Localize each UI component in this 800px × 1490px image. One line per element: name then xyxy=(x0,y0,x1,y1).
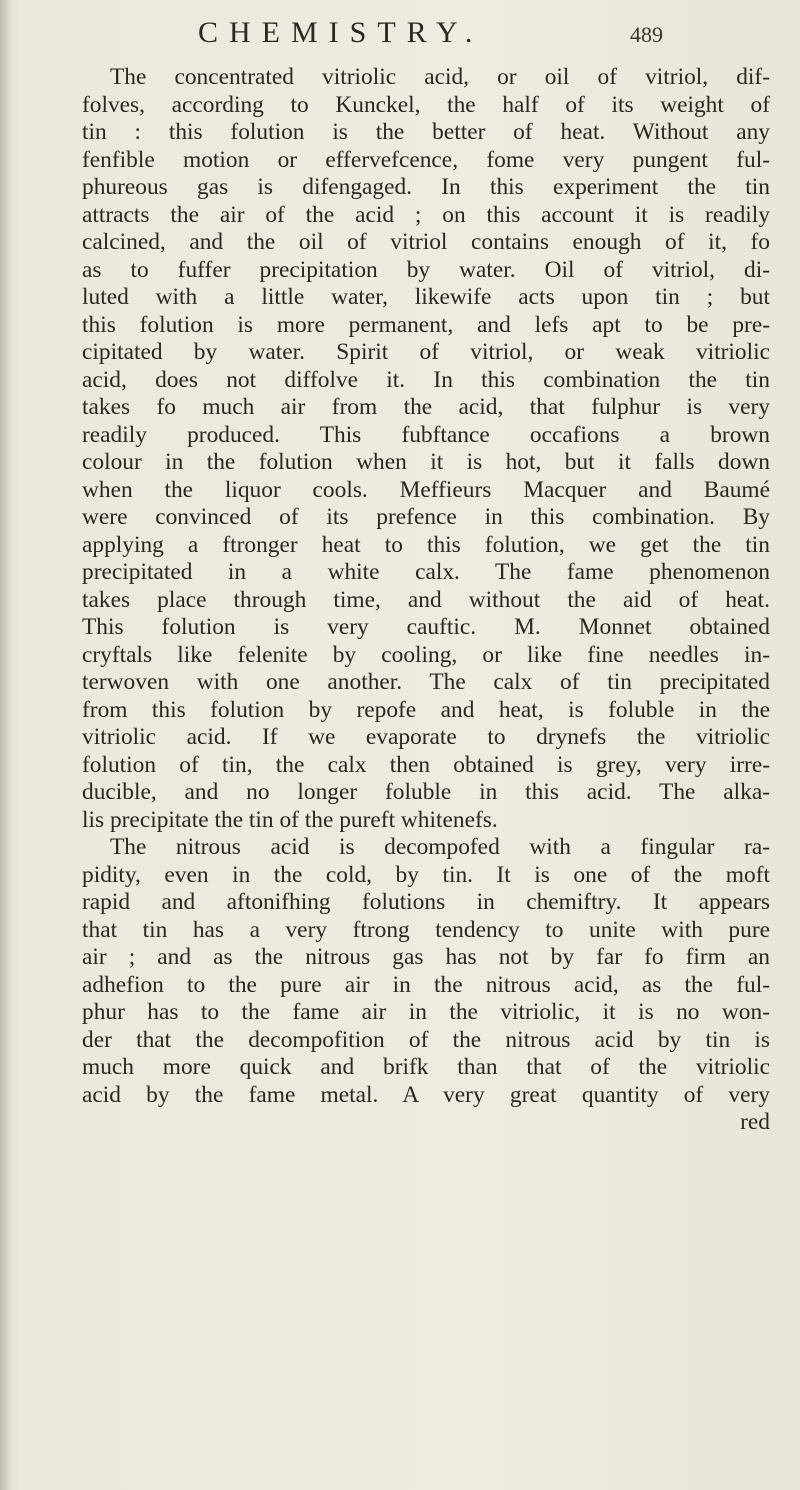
text-line: vitriolic acid. If we evaporate to drynefs the vitriolic xyxy=(82,724,770,750)
catchword: red xyxy=(740,1109,770,1135)
text-line: folves, according to Kunckel, the half of its weight of xyxy=(82,91,770,118)
text-line: phur has to the fame air in the vitriolic, it is no won- xyxy=(82,999,770,1025)
text-line: that tin has a very ftrong tendency to unite with pure xyxy=(82,916,770,943)
text-line: ducible, and no longer foluble in this acid. The alka- xyxy=(82,779,770,805)
spine-shadow xyxy=(0,0,12,1490)
text-line: folution of tin, the calx then obtained is grey, very irre- xyxy=(82,751,770,778)
running-title: CHEMISTRY. xyxy=(198,16,484,49)
text-line: calcined, and the oil of vitriol contains enough of it, fo xyxy=(82,229,770,255)
body-text xyxy=(82,64,770,1137)
text-line: acid, does not diffolve it. In this combination the tin xyxy=(82,366,770,393)
text-line: when the liquor cools. Meffieurs Macquer and Baumé xyxy=(82,476,770,503)
text-line: readily produced. This fubftance occafions a brown xyxy=(82,421,770,448)
text-line: precipitated in a white calx. The fame phenomenon xyxy=(82,559,770,585)
page-number: 489 xyxy=(630,22,663,47)
text-line: air ; and as the nitrous gas has not by far fo firm an xyxy=(82,944,770,970)
text-line: der that the decompofition of the nitrous acid by tin is xyxy=(82,1026,770,1053)
text-line: cipitated by water. Spirit of vitriol, or weak vitriolic xyxy=(82,339,770,365)
text-line: luted with a little water, likewife acts upon tin ; but xyxy=(82,284,770,310)
text-line: The nitrous acid is decompofed with a fingular ra- xyxy=(110,834,770,860)
text-line: colour in the folution when it is hot, but it falls down xyxy=(82,449,770,475)
text-line: rapid and aftonifhing folutions in chemiftry. It appears xyxy=(82,889,770,915)
text-line: fenfible motion or effervefcence, fome very pungent ful- xyxy=(82,146,770,173)
text-line: cryftals like felenite by cooling, or like fine needles in- xyxy=(82,641,770,668)
text-line: phureous gas is difengaged. In this experiment the tin xyxy=(82,174,770,200)
text-line: were convinced of its prefence in this combination. By xyxy=(82,504,770,530)
text-line: takes fo much air from the acid, that fulphur is very xyxy=(82,394,770,420)
text-line: takes place through time, and without the aid of heat. xyxy=(82,586,770,613)
text-line: applying a ftronger heat to this folution, we get the tin xyxy=(82,531,770,558)
text-line: pidity, even in the cold, by tin. It is one of the moft xyxy=(82,861,770,888)
text-line: from this folution by repofe and heat, is foluble in the xyxy=(82,696,770,723)
text-line: adhefion to the pure air in the nitrous acid, as the ful- xyxy=(82,971,770,998)
text-line: much more quick and brifk than that of the vitriolic xyxy=(82,1054,770,1080)
text-line: this folution is more permanent, and lefs apt to be pre- xyxy=(82,311,770,338)
text-line: terwoven with one another. The calx of tin precipitated xyxy=(82,669,770,695)
page-header xyxy=(0,10,800,50)
text-line: The concentrated vitriolic acid, or oil of vitriol, dif- xyxy=(110,64,770,90)
text-line: lis precipitate the tin of the pureft whitenefs. xyxy=(82,806,498,833)
text-line: attracts the air of the acid ; on this account it is readily xyxy=(82,201,770,228)
text-line: as to fuffer precipitation by water. Oil of vitriol, di- xyxy=(82,256,770,283)
text-line: acid by the fame metal. A very great quantity of very xyxy=(82,1081,770,1108)
text-line: tin : this folution is the better of heat. Without any xyxy=(82,119,770,145)
text-line: This folution is very cauftic. M. Monnet obtained xyxy=(82,614,770,640)
